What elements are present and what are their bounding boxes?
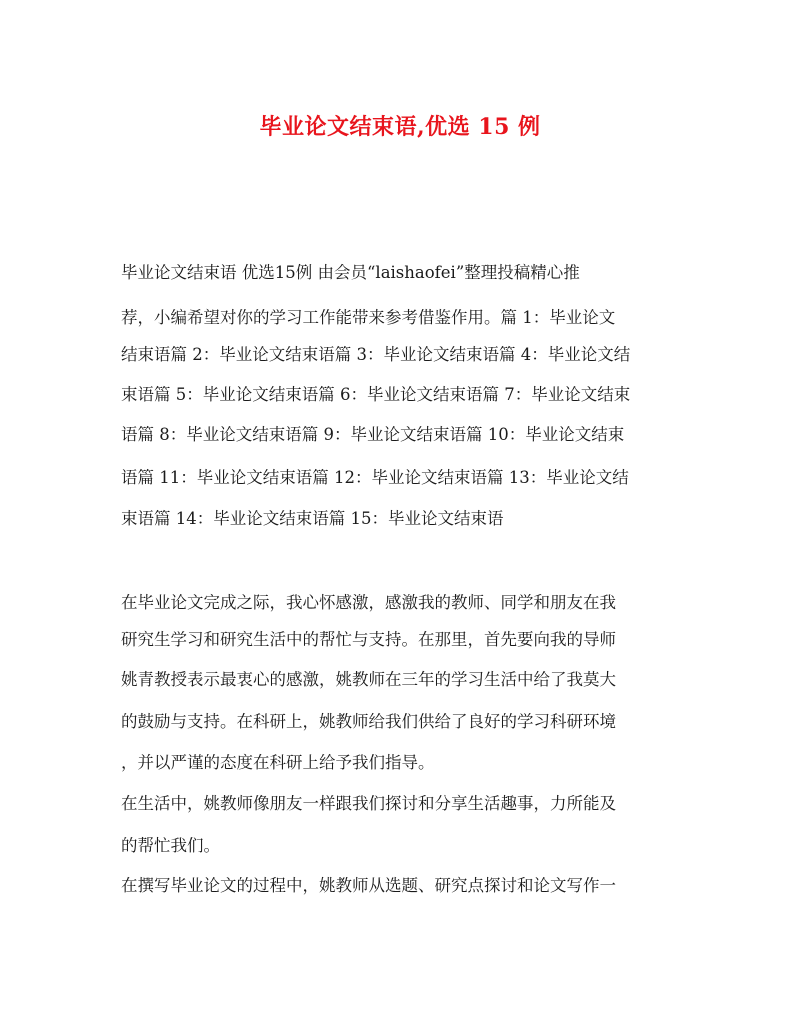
paragraph-1-line: 荐，小编希望对你的学习工作能带来参考借鉴作用。篇 1：毕业论文 — [121, 308, 616, 327]
document-title: 毕业论文结束语,优选 15 例 — [259, 114, 541, 140]
paragraph-2-line: 研究生学习和研究生活中的帮忙与支持。在那里，首先要向我的导师 — [121, 630, 616, 649]
paragraph-1-line: 语篇 11：毕业论文结束语篇 12：毕业论文结束语篇 13：毕业论文结 — [121, 468, 629, 487]
paragraph-2-line: ，并以严谨的态度在科研上给予我们指导。 — [121, 753, 435, 772]
paragraph-2-line: 姚青教授表示最衷心的感激，姚教师在三年的学习生活中给了我莫大 — [121, 670, 616, 689]
paragraph-1-line: 束语篇 5：毕业论文结束语篇 6：毕业论文结束语篇 7：毕业论文结束 — [121, 385, 631, 404]
paragraph-1-line: 结束语篇 2：毕业论文结束语篇 3：毕业论文结束语篇 4：毕业论文结 — [121, 345, 631, 364]
paragraph-1-line: 束语篇 14：毕业论文结束语篇 15：毕业论文结束语 — [121, 509, 504, 528]
paragraph-1-line: 语篇 8：毕业论文结束语篇 9：毕业论文结束语篇 10：毕业论文结束 — [121, 425, 625, 444]
paragraph-4-line: 在撰写毕业论文的过程中，姚教师从选题、研究点探讨和论文写作一 — [121, 876, 616, 895]
paragraph-3-line: 在生活中，姚教师像朋友一样跟我们探讨和分享生活趣事，力所能及 — [121, 794, 616, 813]
paragraph-3-line: 的帮忙我们。 — [121, 836, 220, 855]
paragraph-2-line: 的鼓励与支持。在科研上，姚教师给我们供给了良好的学习科研环境 — [121, 712, 616, 731]
paragraph-2-line: 在毕业论文完成之际，我心怀感激，感激我的教师、同学和朋友在我 — [121, 593, 616, 612]
paragraph-1-line: 毕业论文结束语 优选15例 由会员“laishaofei”整理投稿精心推 — [121, 263, 580, 282]
